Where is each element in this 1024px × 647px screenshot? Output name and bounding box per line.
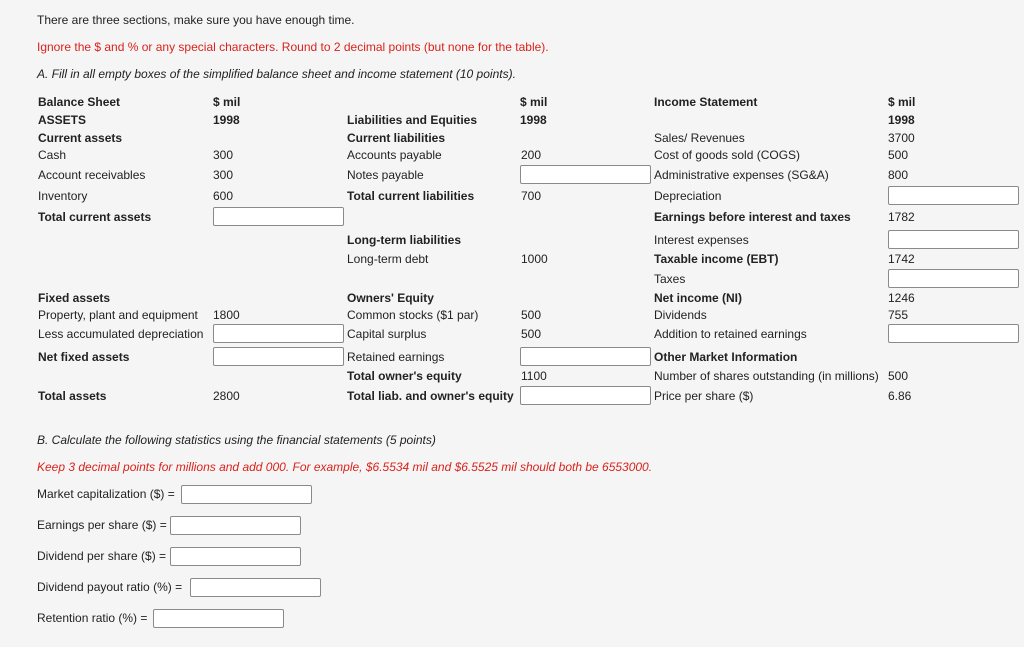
cogs-value: 500 — [888, 148, 909, 162]
section-b-title: B. Calculate the following statistics using the financial statements (5 points) — [37, 433, 436, 447]
cash-value: 300 — [213, 148, 234, 162]
total-liabilities-equity-input[interactable] — [520, 386, 651, 405]
retention-ratio-input[interactable] — [153, 609, 284, 628]
assets-heading: ASSETS — [38, 113, 87, 127]
notes-payable-label: Notes payable — [347, 168, 424, 182]
retention-ratio-label: Retention ratio (%) = — [37, 611, 148, 625]
net-fixed-assets-label: Net fixed assets — [38, 350, 130, 364]
payout-ratio-label: Dividend payout ratio (%) = — [37, 580, 183, 594]
shares-outstanding-value: 500 — [888, 369, 909, 383]
taxes-label: Taxes — [654, 272, 686, 286]
ebt-label: Taxable income (EBT) — [654, 252, 779, 266]
inventory-value: 600 — [213, 189, 234, 203]
eps-input[interactable] — [170, 516, 301, 535]
long-term-debt-value: 1000 — [521, 252, 548, 266]
sga-value: 800 — [888, 168, 909, 182]
total-owners-equity-label: Total owner's equity — [347, 369, 462, 383]
capital-surplus-label: Capital surplus — [347, 327, 427, 341]
owners-equity-heading: Owners' Equity — [347, 291, 434, 305]
total-current-assets-input[interactable] — [213, 207, 344, 226]
long-term-debt-label: Long-term debt — [347, 252, 429, 266]
current-liabilities-heading: Current liabilities — [347, 131, 446, 145]
ppe-value: 1800 — [213, 308, 240, 322]
market-info-heading: Other Market Information — [654, 350, 798, 364]
depreciation-input[interactable] — [888, 186, 1019, 205]
taxes-input[interactable] — [888, 269, 1019, 288]
ebit-value: 1782 — [888, 210, 915, 224]
eps-label: Earnings per share ($) = — [37, 518, 167, 532]
retained-earnings-input[interactable] — [520, 347, 651, 366]
cogs-label: Cost of goods sold (COGS) — [654, 148, 801, 162]
accumulated-depreciation-input[interactable] — [213, 324, 344, 343]
addition-retained-input[interactable] — [888, 324, 1019, 343]
instruction-time: There are three sections, make sure you have enough time. — [37, 13, 355, 27]
net-fixed-assets-input[interactable] — [213, 347, 344, 366]
market-cap-input[interactable] — [181, 485, 312, 504]
section-b-note: Keep 3 decimal points for millions and add 000. For example, $6.5534 mil and $6.5525 mil should both be 6553000. — [37, 460, 653, 474]
account-receivables-value: 300 — [213, 168, 234, 182]
market-cap-label: Market capitalization ($) = — [37, 487, 175, 501]
current-assets-heading: Current assets — [38, 131, 123, 145]
shares-outstanding-label: Number of shares outstanding (in millions) — [654, 369, 879, 383]
total-assets-label: Total assets — [38, 389, 107, 403]
common-stocks-value: 500 — [521, 308, 542, 322]
sales-label: Sales/ Revenues — [654, 131, 745, 145]
ppe-label: Property, plant and equipment — [38, 308, 198, 322]
cash-label: Cash — [38, 148, 67, 162]
account-receivables-label: Account receivables — [38, 168, 146, 182]
accumulated-depreciation-label: Less accumulated depreciation — [38, 327, 204, 341]
dps-input[interactable] — [170, 547, 301, 566]
price-per-share-label: Price per share ($) — [654, 389, 754, 403]
total-owners-equity-value: 1100 — [521, 369, 547, 383]
ebit-label: Earnings before interest and taxes — [654, 210, 851, 224]
interest-expenses-input[interactable] — [888, 230, 1019, 249]
sales-value: 3700 — [888, 131, 915, 145]
accounts-payable-value: 200 — [521, 148, 542, 162]
net-income-label: Net income (NI) — [654, 291, 743, 305]
sga-label: Administrative expenses (SG&A) — [654, 168, 829, 182]
notes-payable-input[interactable] — [520, 165, 651, 184]
income-statement-title: Income Statement — [654, 95, 758, 109]
retained-earnings-label: Retained earnings — [347, 350, 445, 364]
accounts-payable-label: Accounts payable — [347, 148, 442, 162]
common-stocks-label: Common stocks ($1 par) — [347, 308, 479, 322]
interest-expenses-label: Interest expenses — [654, 233, 749, 247]
total-assets-value: 2800 — [213, 389, 240, 403]
dividends-label: Dividends — [654, 308, 707, 322]
balance-sheet-year: 1998 — [213, 113, 240, 127]
balance-sheet-title: Balance Sheet — [38, 95, 121, 109]
long-term-liabilities-heading: Long-term liabilities — [347, 233, 462, 247]
dividends-value: 755 — [888, 308, 909, 322]
liabilities-year: 1998 — [520, 113, 547, 127]
payout-ratio-input[interactable] — [190, 578, 321, 597]
ebt-value: 1742 — [888, 252, 915, 266]
net-income-value: 1246 — [888, 291, 915, 305]
capital-surplus-value: 500 — [521, 327, 542, 341]
total-current-liabilities-value: 700 — [521, 189, 542, 203]
total-liabilities-equity-label: Total liab. and owner's equity — [347, 389, 514, 403]
income-statement-unit: $ mil — [888, 95, 916, 109]
addition-retained-label: Addition to retained earnings — [654, 327, 807, 341]
fixed-assets-heading: Fixed assets — [38, 291, 111, 305]
price-per-share-value: 6.86 — [888, 389, 912, 403]
section-a-title: A. Fill in all empty boxes of the simplified balance sheet and income statement (10 points). — [37, 67, 516, 81]
total-current-assets-label: Total current assets — [38, 210, 152, 224]
total-current-liabilities-label: Total current liabilities — [347, 189, 475, 203]
liabilities-unit: $ mil — [520, 95, 548, 109]
inventory-label: Inventory — [38, 189, 88, 203]
balance-sheet-unit: $ mil — [213, 95, 241, 109]
dps-label: Dividend per share ($) = — [37, 549, 167, 563]
income-statement-year: 1998 — [888, 113, 915, 127]
liabilities-title: Liabilities and Equities — [347, 113, 478, 127]
instruction-rounding: Ignore the $ and % or any special characters. Round to 2 decimal points (but none for the table). — [37, 40, 549, 54]
depreciation-label: Depreciation — [654, 189, 722, 203]
